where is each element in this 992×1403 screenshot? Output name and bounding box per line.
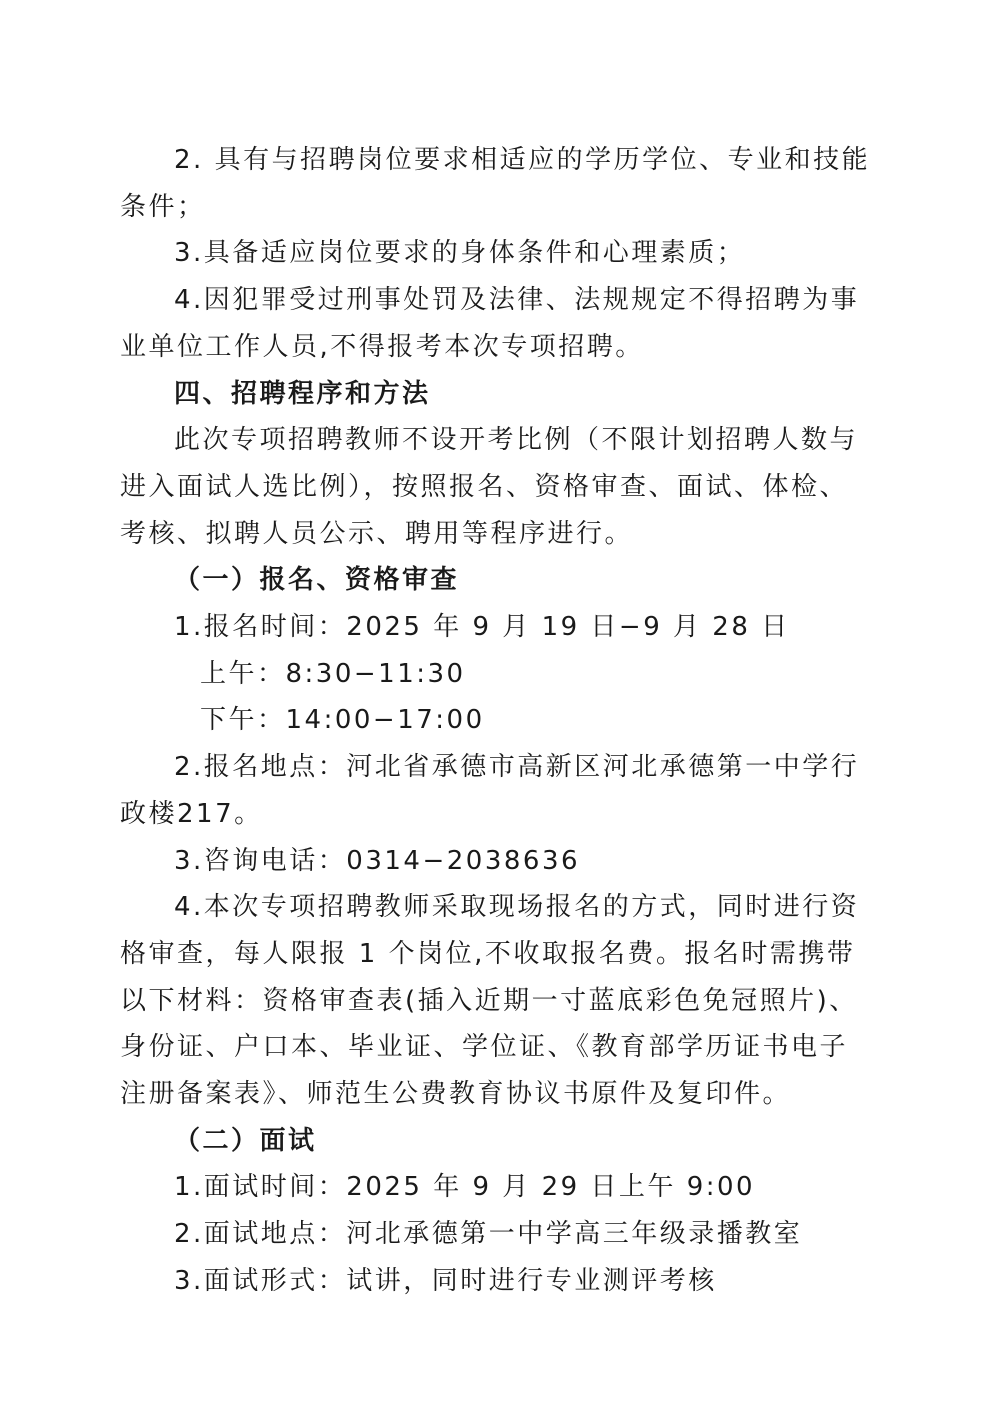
interview-form: 3.面试形式：试讲，同时进行专业测评考核 <box>174 1265 717 1296</box>
requirement-4-paragraph: 4.因犯罪受过刑事处罚及法律、法规规定不得招聘为事业单位工作人员,不得报考本次专项招聘。 <box>120 285 860 362</box>
registration-afternoon-hours: 下午：14:00−17:00 <box>200 705 485 736</box>
registration-place: 2.报名地点：河北省承德市高新区河北承德第一中学行政楼217。 <box>120 752 860 829</box>
interview-time: 1.面试时间：2025 年 9 月 29 日上午 9:00 <box>174 1172 756 1203</box>
subsection-1-heading: （一）报名、资格审查 <box>174 565 460 596</box>
consultation-phone: 3.咨询电话：0314−2038636 <box>174 845 581 876</box>
registration-morning-hours: 上午：8:30−11:30 <box>200 658 466 689</box>
subsection-2-heading: （二）面试 <box>174 1125 317 1156</box>
registration-method-paragraph: 4.本次专项招聘教师采取现场报名的方式，同时进行资格审查，每人限报 1 个岗位,不收取报名费。报名时需携带以下材料：资格审查表(插入近期一寸蓝底彩色免冠照片)、身份证、户口本、毕业证、学位证、《教育部学历证书电子注册备案表》、师范生公费教育协议书原件及复印件。 <box>120 892 860 1110</box>
requirement-3-paragraph: 3.具备适应岗位要求的身体条件和心理素质； <box>174 238 746 269</box>
interview-place: 2.面试地点：河北承德第一中学高三年级录播教室 <box>174 1219 803 1250</box>
document-body <box>120 137 876 1305</box>
requirement-2-paragraph: 2. 具有与招聘岗位要求相适应的学历学位、专业和技能条件； <box>120 145 871 222</box>
section-4-heading: 四、招聘程序和方法 <box>174 378 431 409</box>
registration-time: 1.报名时间：2025 年 9 月 19 日−9 月 28 日 <box>174 612 790 643</box>
section-4-intro-paragraph: 此次专项招聘教师不设开考比例（不限计划招聘人数与进入面试人选比例），按照报名、资格审查、面试、体检、考核、拟聘人员公示、聘用等程序进行。 <box>120 425 859 549</box>
